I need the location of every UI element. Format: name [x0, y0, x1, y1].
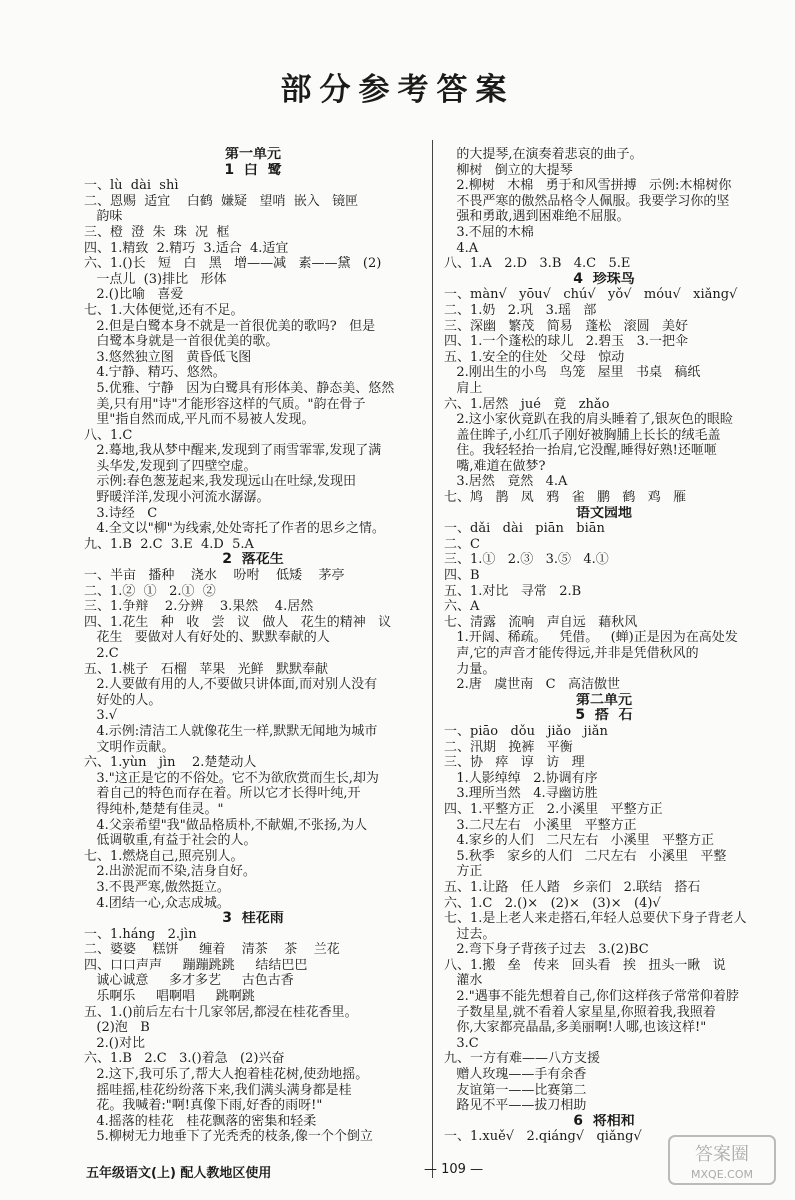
answer-line: 三、协 瘁 谆 访 理 [444, 755, 585, 771]
answer-line: 3."这正是它的不俗处。它不为欲欣赏而生长,却为 [84, 770, 379, 786]
answer-line: 六、1.()长 短 白 黑 增——减 素——黛 (2) [84, 256, 382, 272]
answer-line: 肩上 [444, 380, 483, 396]
answer-line: 3.诗经 C [84, 505, 158, 521]
answer-line: 3.C [444, 1035, 479, 1051]
answer-line: 九、一方有难——八方支援 [444, 1051, 601, 1067]
answer-line: 低调敬重,有益于社会的人。 [84, 833, 257, 849]
answer-line: 5.优雅、宁静 因为白鹭具有形体美、静态美、悠然 [84, 380, 395, 396]
answer-line: 声,它的声音才能传得远,并非是凭借秋风的 [444, 646, 699, 661]
answer-line: 2.蓦地,我从梦中醒来,发现到了雨雪霏霏,发现了满 [84, 443, 382, 459]
answer-line: 2.弯下身子背孩子过去 3.(2)BC [444, 942, 649, 958]
footer-book-info: 五年级语文(上) 配人教地区使用 [86, 1166, 272, 1181]
answer-line: 一、màn√ yōu√ chú√ yǒ√ móu√ xiǎng√ [444, 287, 738, 303]
answer-line: 的大提琴,在演奏着悲哀的曲子。 [444, 147, 643, 162]
answer-line: 2.刚出生的小鸟 鸟笼 屋里 书桌 稿纸 [444, 365, 701, 381]
answer-line: 二、恩赐 适宜 白鹤 嫌疑 望哨 嵌入 镜匣 [84, 193, 359, 209]
answer-line: 4.摇落的桂花 桂花飘落的密集和轻柔 [84, 1113, 317, 1129]
answer-line: 3.悠然独立图 黄昏低飞图 [84, 349, 252, 365]
answer-line: 七、1.是上老人来走搭石,年轻人总要伏下身子背老人 [444, 911, 747, 927]
answer-line: 六、1.yùn jìn 2.楚楚动人 [84, 755, 257, 771]
answer-line: 示例:春色葱茏起来,我发现远山在吐绿,发现田 [84, 474, 357, 490]
answer-line: 不畏严寒的傲然品格令人佩服。我要学习你的坚 [444, 193, 730, 209]
page-title: 部分参考答案 [280, 72, 515, 108]
answer-line: 好处的人。 [84, 692, 162, 708]
answer-line: 四、口口声声 蹦蹦跳跳 结结巴巴 [84, 957, 308, 973]
answer-line: 一、dǎi dài piān biān [444, 521, 605, 537]
answer-line: 六、1.居然 jué 竟 zhǎo [444, 396, 610, 412]
section-heading: 第二单元 [576, 692, 632, 708]
answer-line: 友谊第一——比赛第二 [444, 1082, 587, 1098]
column-divider [432, 140, 433, 1178]
answer-line: 花生 要做对人有好处的、默默奉献的人 [84, 630, 330, 646]
answer-line: 二、C [444, 536, 480, 552]
answer-line: 2.柳树 木棉 勇于和风雪拼搏 示例:木棉树你 [444, 178, 732, 194]
answer-line: 2.但是白鹭本身不就是一首很优美的歌吗? 但是 [84, 318, 376, 334]
answer-line: 着自己的特色而存在着。所以它才长得叶纯,开 [84, 786, 361, 802]
answer-line: 盖住眸子,小红爪子刚好被胸脯上长长的绒毛盖 [444, 427, 721, 443]
answer-line: (2)泡 B [84, 1020, 150, 1036]
answer-line: 路见不平——拔刀相助 [444, 1098, 587, 1114]
answer-line: 一、1.háng 2.jìn [84, 926, 197, 942]
answer-line: 柳树 倒立的大提琴 [444, 162, 573, 178]
section-heading: 1 白 鹭 [224, 162, 282, 178]
answer-line: 2.C [84, 646, 119, 661]
answer-line: 3.居然 竟然 4.A [444, 474, 568, 490]
answer-line: 2.()比喻 喜爱 [84, 287, 184, 303]
answer-line: 一、lù dài shì [84, 178, 179, 194]
answer-line: 花。我喊着:"啊!真像下雨,好香的雨呀!" [84, 1098, 323, 1114]
answer-line: 七、清露 流响 声自远 藉秋风 [444, 614, 638, 630]
answer-line: 4.宁静、精巧、悠然。 [84, 365, 226, 381]
answer-line: 你,大家都亮晶晶,多美丽啊!人哪,也该这样!" [444, 1020, 707, 1036]
answer-line: 3.不畏严寒,傲然挺立。 [84, 879, 230, 895]
section-heading: 2 落花生 [222, 552, 284, 568]
answer-line: 5.柳树无力地垂下了光秃秃的枝条,像一个个倒立 [84, 1129, 373, 1145]
answer-line: 方正 [444, 864, 483, 880]
answer-line: 二、1.奶 2.巩 3.瑶 部 [444, 302, 597, 318]
answer-line: 美,只有用"诗"才能形容这样的气质。"韵在骨子 [84, 396, 366, 412]
answer-line: 4.团结一心,众志成城。 [84, 895, 230, 911]
answer-line: 二、汛期 挽裤 平衡 [444, 739, 573, 755]
section-heading: 语文园地 [576, 505, 632, 521]
answer-line: 八、1.C [84, 427, 133, 443]
answer-line: 2.人要做有用的人,不要做只讲体面,而对别人没有 [84, 677, 378, 693]
answer-line: 5.秋季 家乡的人们 二尺左右 小溪里 平整 [444, 848, 727, 864]
answer-line: 六、A [444, 599, 480, 615]
answer-line: 子数星星,就不看着人家星星,你照着我,我照着 [444, 1004, 716, 1020]
answer-line: 2.()对比 [84, 1035, 145, 1051]
answer-line: 一点儿 (3)排比 形体 [84, 271, 227, 287]
answer-line: 2.这下,我可乐了,帮大人抱着桂花树,使劲地摇。 [84, 1067, 369, 1083]
answer-line: 四、1.花生 种 收 尝 议 做人 花生的精神 议 [84, 614, 392, 630]
answer-line: 野暖洋洋,发现小河流水潺潺。 [84, 490, 270, 506]
watermark-top: 答案圈 [695, 1144, 749, 1165]
answer-line: 灌水 [444, 973, 483, 989]
answer-line: 五、1.对比 寻常 2.B [444, 583, 582, 599]
answer-line: 3.不屈的木棉 [444, 224, 534, 240]
answer-line: 二、婆婆 糕饼 缠着 清茶 茶 兰花 [84, 942, 340, 958]
answer-line: 三、橙 澄 朱 珠 况 框 [84, 224, 230, 240]
answer-line: 一、1.xuě√ 2.qiáng√ qiǎng√ [444, 1129, 642, 1145]
section-heading: 6 将相和 [573, 1113, 635, 1129]
answer-line: 文明作贡献。 [84, 739, 175, 755]
page-number: — 109 — [424, 1162, 484, 1177]
answer-line: 二、1.② ① 2.① ② [84, 583, 216, 599]
answer-line: 4.全文以"柳"为线索,处处寄托了作者的思乡之情。 [84, 521, 385, 537]
answer-line: 2.出淤泥而不染,洁身自好。 [84, 864, 256, 880]
answer-line: 七、1.燃烧自己,照亮别人。 [84, 848, 244, 864]
answer-line: 七、1.大体便觉,还有不足。 [84, 302, 244, 318]
answer-line: 六、1.C 2.()× (2)× (3)× (4)√ [444, 895, 661, 911]
answer-line: 3.√ [84, 708, 118, 724]
answer-line: 一、piāo dǒu jiǎo jiǎn [444, 723, 608, 739]
answer-line: 五、1.让路 任人踏 乡亲们 2.联结 搭石 [444, 879, 701, 895]
answer-line: 摇哇摇,桂花纷纷落下来,我们满头满身都是桂 [84, 1082, 352, 1098]
right-column [444, 147, 764, 1145]
answer-line: 六、1.B 2.C 3.()着急 (2)兴奋 [84, 1051, 285, 1067]
answer-line: 诚心诚意 多才多艺 古色古香 [84, 973, 294, 989]
answer-line: 三、1.① 2.③ 3.⑤ 4.① [444, 552, 609, 568]
answer-line: 赠人玫瑰——手有余香 [444, 1067, 587, 1083]
answer-line: 1.人影绰绰 2.协调有序 [444, 770, 598, 786]
answer-line: 强和勇敢,遇到困难绝不屈服。 [444, 209, 630, 225]
answer-line: 五、1.()前后左右十几家邻居,都浸在桂花香里。 [84, 1004, 358, 1020]
section-heading: 3 桂花雨 [222, 911, 284, 927]
answer-line: 3.二尺左右 小溪里 平整方正 [444, 817, 637, 833]
answer-line: 八、1.搬 垒 传来 回头看 挨 扭头一瞅 说 [444, 957, 726, 973]
answer-line: 七、鸠 鹊 凤 鸦 雀 鹏 鹤 鸡 雁 [444, 490, 687, 506]
answer-line: 三、深幽 繁茂 简易 蓬松 滚圆 美好 [444, 318, 688, 334]
answer-line: 里"指自然而成,平凡而不易被人发现。 [84, 412, 315, 428]
answer-line: 白鹭本身就是一首很优美的歌。 [84, 334, 279, 350]
answer-line: 四、1.平整方正 2.小溪里 平整方正 [444, 801, 663, 817]
answer-line: 住。我轻轻抬一抬肩,它没醒,睡得好熟!还咂咂 [444, 443, 717, 459]
watermark-logo [667, 1134, 777, 1186]
answer-line: 过去。 [444, 926, 496, 942]
answer-line: 2.唐 虞世南 C 高洁傲世 [444, 677, 620, 693]
answer-line: 4.父亲希望"我"做品格质朴,不献媚,不张扬,为人 [84, 817, 368, 833]
answer-line: 四、1.精致 2.精巧 3.适合 4.适宜 [84, 240, 289, 256]
answer-line: 2.这小家伙竟趴在我的肩头睡着了,银灰色的眼睑 [444, 412, 733, 428]
answer-line: 乐啊乐 唱啊唱 跳啊跳 [84, 989, 255, 1005]
answer-line: 一、半亩 播种 浇水 吩咐 低矮 茅亭 [84, 568, 345, 584]
answer-line: 得纯朴,楚楚有佳灵。" [84, 801, 224, 817]
page-footer [84, 1162, 764, 1182]
answer-line: 4.示例:清洁工人就像花生一样,默默无闻地为城市 [84, 723, 378, 739]
answer-line: 韵味 [84, 209, 123, 225]
answer-line: 4.A [444, 240, 479, 256]
answer-line: 五、1.安全的住处 父母 惊动 [444, 349, 625, 365]
answer-line: 四、1.一个蓬松的球儿 2.碧玉 3.一把伞 [444, 334, 689, 350]
answer-line: 八、1.A 2.D 3.B 4.C 5.E [444, 256, 631, 272]
answer-line: 3.理所当然 4.寻幽访胜 [444, 786, 598, 802]
watermark-bottom: MXQE.COM [691, 1168, 753, 1181]
answer-line: 2."遇事不能先想着自己,你们这样孩子常常仰着脖 [444, 989, 739, 1005]
answer-line: 4.家乡的人们 二尺左右 小溪里 平整方正 [444, 833, 714, 849]
answer-line: 嘴,难道在做梦? [444, 458, 546, 474]
answer-line: 五、1.桃子 石榴 苹果 光鲜 默默奉献 [84, 661, 328, 677]
section-heading: 第一单元 [225, 147, 281, 162]
answer-line: 1.开阔、稀疏。 凭借。 (蝉)正是因为在高处发 [444, 630, 738, 646]
left-column [84, 147, 422, 1145]
answer-line: 力量。 [444, 661, 496, 677]
section-heading: 5 搭 石 [575, 708, 633, 724]
section-heading: 4 珍珠鸟 [573, 271, 635, 287]
answer-line: 九、1.B 2.C 3.E 4.D 5.A [84, 536, 254, 552]
answer-line: 头华发,发现到了四壁空虚。 [84, 458, 257, 474]
answer-line: 三、1.争辩 2.分辨 3.果然 4.居然 [84, 599, 314, 615]
answer-line: 四、B [444, 568, 480, 584]
